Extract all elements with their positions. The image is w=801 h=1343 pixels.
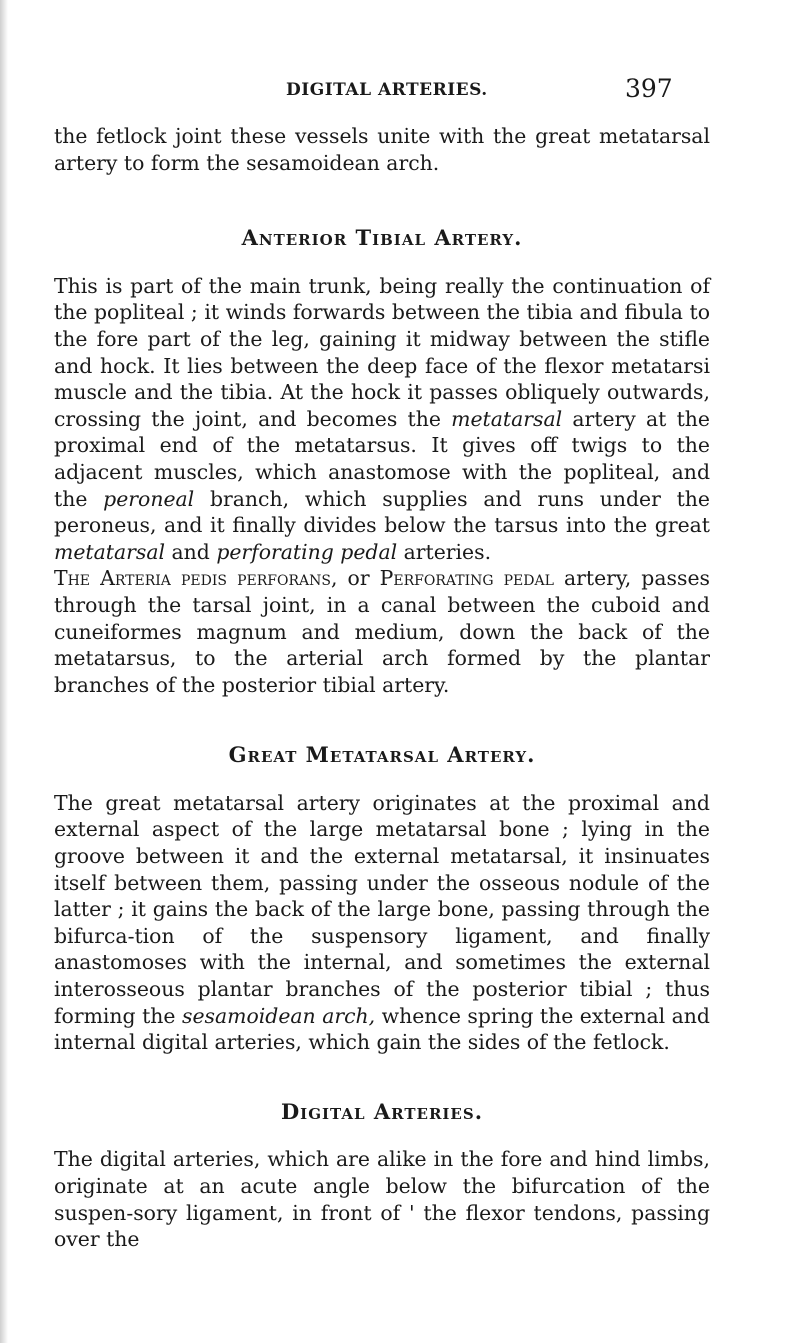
paragraph-anterior-tibial bbox=[54, 273, 710, 566]
small-caps-term: The Arteria pedis perforans, bbox=[54, 566, 338, 591]
text-run: whence spring the external and internal digital arteries, which gain the sides of the fetlock. bbox=[54, 1003, 710, 1055]
text-run: arteries. bbox=[397, 539, 492, 564]
paragraph-continuation: the fetlock joint these vessels unite with the great metatarsal artery to form the sesamoidean arch. bbox=[54, 124, 710, 175]
paragraph-digital-arteries: The digital arteries, which are alike in the fore and hind limbs, originate at an acute angle below the bifurcation of the suspen-sory ligament, in front of ' the flexor tendons, passing over the bbox=[54, 1147, 710, 1252]
paragraph-great-metatarsal bbox=[54, 790, 710, 1056]
small-caps-term: Perforating pedal bbox=[379, 566, 554, 591]
italic-term: metatarsal bbox=[54, 539, 165, 564]
section-heading-anterior-tibial: Anterior Tibial Artery. bbox=[241, 225, 523, 251]
text-run: The great metatarsal artery originates at the proximal and external aspect of the large metatarsal bone ; lying in the groove between it and the external metatarsal, it insinuates itself between them, passing under the osseous nodule of the latter ; it gains the back of the large bone, passing through the bifurca-tion of the suspensory ligament, and finally anastomoses with the internal, and sometimes the external interosseous plantar branches of the posterior tibial ; thus forming the bbox=[54, 790, 710, 1028]
text-run: or bbox=[337, 566, 380, 591]
text-run: and bbox=[165, 539, 217, 564]
section-heading-digital-arteries: Digital Arteries. bbox=[280, 1098, 484, 1124]
italic-term: metatarsal bbox=[451, 406, 563, 431]
text-run: artery, passes through the tarsal joint, in a canal between the cuboid and cuneiformes magnum and medium, down the back of the metatarsus, to the arterial arch formed by the plantar branches of the posterior tibial artery. bbox=[54, 566, 710, 697]
text-run: artery at the proximal end of the metatarsus. It gives off twigs to the adjacent muscles, which anastomose with the popliteal, and the bbox=[54, 406, 710, 511]
italic-term: peroneal bbox=[103, 486, 195, 511]
running-head: DIGITAL ARTERIES. bbox=[286, 80, 488, 100]
text-run: This is part of the main trunk, being really the continuation of the popliteal ; it winds forwards between the tibia and fibula to the fore part of the leg, gaining it midway between the stifle and hock. It lies between the deep face of the flexor metatarsi muscle and the tibia. At the hock it passes obliquely outwards, crossing the joint, and becomes the bbox=[54, 273, 710, 431]
italic-term: perforating pedal bbox=[216, 539, 398, 564]
text-run: branch, which supplies and runs under the peroneus, and it finally divides below the tarsus into the great bbox=[54, 486, 710, 538]
italic-term: sesamoidean arch, bbox=[182, 1003, 376, 1028]
page-number: 397 bbox=[625, 74, 673, 103]
body-text bbox=[54, 123, 710, 1253]
page-gutter-shadow bbox=[0, 0, 8, 1343]
paragraph-perforating-pedal bbox=[54, 565, 710, 698]
section-heading-great-metatarsal: Great Metatarsal Artery. bbox=[228, 742, 536, 768]
